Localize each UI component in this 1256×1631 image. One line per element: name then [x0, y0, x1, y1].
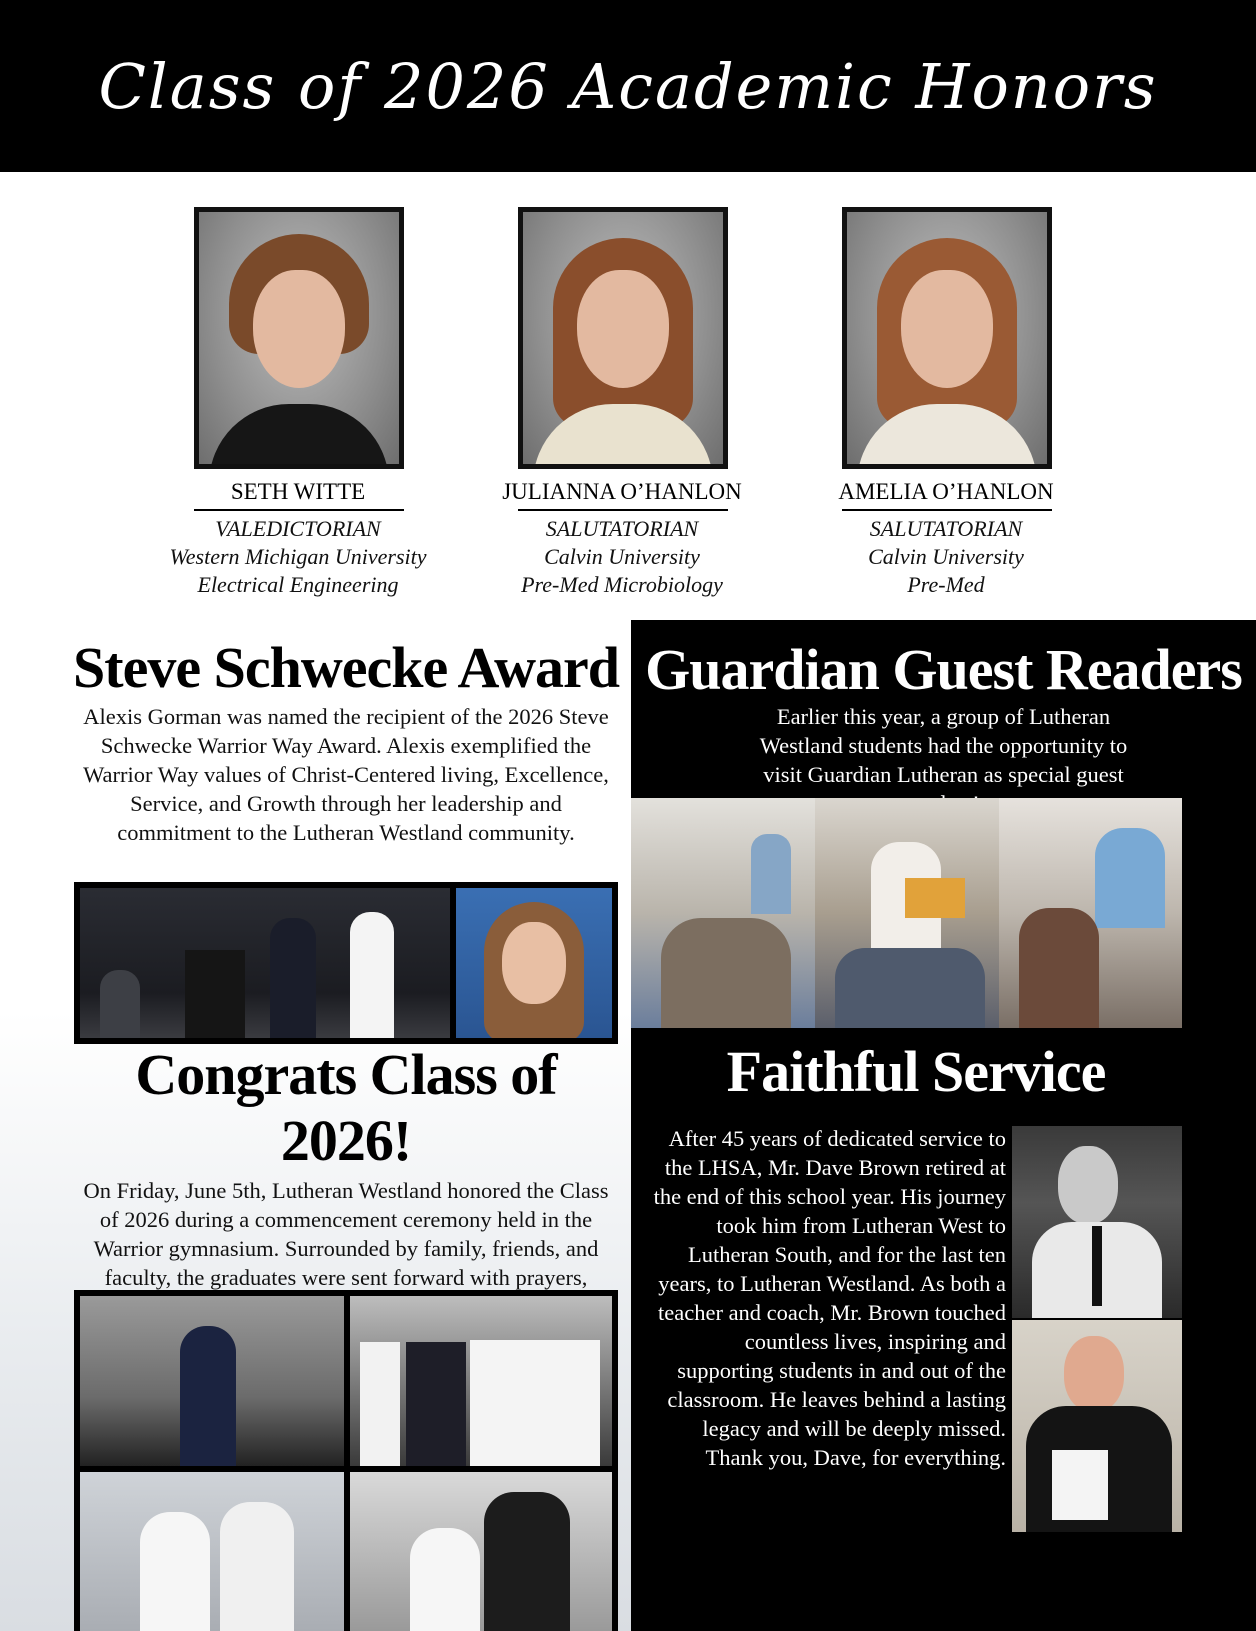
honoree-school: Western Michigan University: [169, 544, 427, 569]
congrats-body: On Friday, June 5th, Lutheran Westland honored the Class of 2026 during a commencement ceremony held in the Warrior gymnasium. Surrounded by family, friends, and faculty, the graduates were sent forward with prayers,: [83, 1178, 609, 1290]
guardian-photo: [631, 798, 815, 1028]
guardian-photo-strip: [631, 798, 1182, 1028]
award-headline: Steve Schwecke Award: [73, 635, 619, 700]
award-photo-strip: [74, 882, 618, 1044]
honoree-title: SALUTATORIAN: [545, 516, 699, 541]
honoree-major: Electrical Engineering: [197, 572, 399, 597]
faithful-body: After 45 years of dedicated service to the LHSA, Mr. Dave Brown retired at the end of this school year. His journey took him from Lutheran West to Lutheran South, and for the last ten years, to Lutheran Westland. As both a teacher and coach, Mr. Brown touched countless lives, inspiring and supporting students in and out of the classroom. He leaves behind a lasting legacy and will be deeply missed. Thank you, Dave, for everything.: [653, 1126, 1006, 1470]
honoree-title: SALUTATORIAN: [869, 516, 1023, 541]
guardian-body: Earlier this year, a group of Lutheran Westland students had the opportunity to visit Guardian Lutheran as special guest: [759, 704, 1128, 787]
guardian-photo: [815, 798, 999, 1028]
award-recipient-photo: [456, 888, 612, 1038]
honoree-school: Calvin University: [868, 544, 1024, 569]
honoree-name: AMELIA O’HANLON: [838, 479, 1054, 504]
divider: [518, 509, 728, 511]
honoree-school: Calvin University: [544, 544, 700, 569]
honoree-portrait: [194, 207, 404, 469]
header-banner: [0, 0, 1256, 172]
graduation-photo: [80, 1296, 344, 1466]
guardian-photo: [999, 798, 1182, 1028]
graduation-photo: [350, 1472, 612, 1631]
honoree-info: [462, 515, 782, 599]
faithful-headline-wrap: [631, 1040, 1201, 1104]
page-title: Class of 2026 Academic Honors: [98, 49, 1158, 123]
award-section: [72, 636, 620, 847]
honoree-major: Pre-Med Microbiology: [521, 572, 723, 597]
honoree-name: SETH WITTE: [230, 479, 366, 504]
honoree-info: [786, 515, 1106, 599]
graduation-photo: [350, 1296, 612, 1466]
graduation-photo-grid: [74, 1290, 618, 1631]
guardian-headline: Guardian Guest Readers: [645, 637, 1242, 702]
honoree-portrait: [842, 207, 1052, 469]
faithful-photo-past: [1012, 1126, 1182, 1318]
divider: [194, 509, 404, 511]
graduation-photo: [80, 1472, 344, 1631]
honoree-title: VALEDICTORIAN: [215, 516, 381, 541]
honoree-portrait: [518, 207, 728, 469]
guardian-section: [631, 638, 1256, 818]
award-body: Alexis Gorman was named the recipient of the 2026 Steve Schwecke Warrior Way Award. Alexis exemplified the Warrior Way values of Christ-Centered living, Excellence, Service, and Growth through her leadership and commitment to the Lutheran Westland community.: [83, 704, 609, 845]
honoree-major: Pre-Med: [907, 572, 985, 597]
honoree-info: [138, 515, 458, 599]
faithful-photo-recent: [1012, 1320, 1182, 1532]
award-ceremony-photo: [80, 888, 450, 1038]
faithful-headline: Faithful Service: [726, 1039, 1106, 1104]
congrats-headline: Congrats Class of 2026!: [135, 1042, 557, 1173]
divider: [842, 509, 1052, 511]
honoree-name: JULIANNA O’HANLON: [502, 479, 742, 504]
